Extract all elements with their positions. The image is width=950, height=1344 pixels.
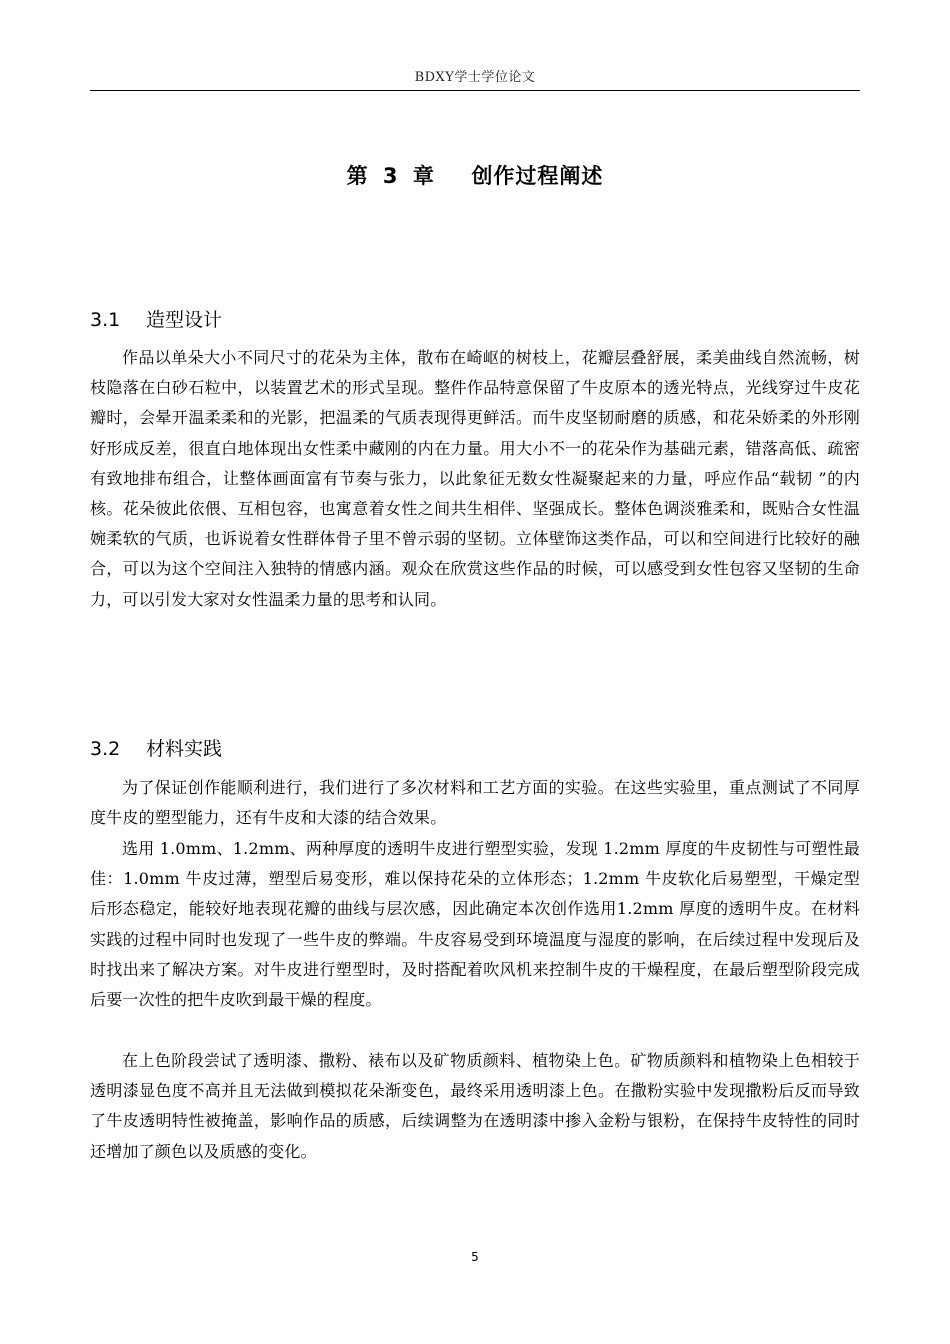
running-header: BDXY学士学位论文 xyxy=(414,70,536,85)
header-rule xyxy=(90,90,860,91)
section-heading xyxy=(90,734,222,761)
section-number: 3.2 xyxy=(90,738,121,760)
section-title: 材料实践 xyxy=(146,738,223,760)
chapter-label-pre: 第 xyxy=(346,164,369,188)
page-number: 5 xyxy=(471,1250,479,1264)
body-paragraph: 选用 1.0mm、1.2mm、两种厚度的透明牛皮进行塑型实验，发现 1.2mm 厚度的牛皮韧性与可塑性最佳：1.0mm 牛皮过薄，塑型后易变形，难以保持花朵的立体形态；1.2mm 牛皮软化后易塑型，干燥定型后形态稳定，能较好地表现花瓣的曲线与层次感，因此确定本次创作选用1.2mm 厚度的透明牛皮。在材料实践的过程中同时也发现了一些牛皮的弊端。牛皮容易受到环境温度与湿度的影响，在后续过程中发现后及时找出来了解决方案。对牛皮进行塑型时，及时搭配着吹风机来控制牛皮的干燥程度，在最后塑型阶段完成后要一次性的把牛皮吹到最干燥的程度。 xyxy=(90,839,860,1010)
chapter-number: 3 xyxy=(382,164,399,188)
body-paragraph: 在上色阶段尝试了透明漆、撒粉、裱布以及矿物质颜料、植物染上色。矿物质颜料和植物染上色相较于透明漆显色度不高并且无法做到模拟花朵渐变色，最终采用透明漆上色。在撒粉实验中发现撒粉后反而导致了牛皮透明特性被掩盖，影响作品的质感，后续调整为在透明漆中掺入金粉与银粉，在保持牛皮特性的同时还增加了颜色以及质感的变化。 xyxy=(90,1051,860,1161)
chapter-label-post: 章 xyxy=(412,164,435,188)
chapter-title-text: 创作过程阐述 xyxy=(471,164,604,188)
section-heading xyxy=(90,305,222,332)
body-paragraph: 作品以单朵大小不同尺寸的花朵为主体，散布在崎岖的树枝上，花瓣层叠舒展，柔美曲线自然流畅，树枝隐落在白砂石粒中，以装置艺术的形式呈现。整件作品特意保留了牛皮原本的透光特点，光线穿过牛皮花瓣时，会晕开温柔柔和的光影，把温柔的气质表现得更鲜活。而牛皮坚韧耐磨的质感，和花朵娇柔的外形刚好形成反差，很直白地体现出女性柔中藏刚的内在力量。用大小不一的花朵作为基础元素，错落高低、疏密有致地排布组合，让整体画面富有节奏与张力，以此象征无数女性凝聚起来的力量，呼应作品“载韧 ”的内核。花朵彼此依偎、互相包容，也寓意着女性之间共生相伴、坚强成长。整体色调淡雅柔和，既贴合女性温婉柔软的气质，也诉说着女性群体骨子里不曾示弱的坚韧。立体壁饰这类作品，可以和空间进行比较好的融合，可以为这个空间注入独特的情感内涵。观众在欣赏这些作品的时候，可以感受到女性包容又坚韧的生命力，可以引发大家对女性温柔力量的思考和认同。 xyxy=(90,348,860,609)
section-title: 造型设计 xyxy=(146,309,223,331)
section-number: 3.1 xyxy=(90,309,121,331)
body-paragraph: 为了保证创作能顺利进行，我们进行了多次材料和工艺方面的实验。在这些实验里，重点测试了不同厚度牛皮的塑型能力，还有牛皮和大漆的结合效果。 xyxy=(90,778,860,828)
chapter-title xyxy=(90,160,860,190)
